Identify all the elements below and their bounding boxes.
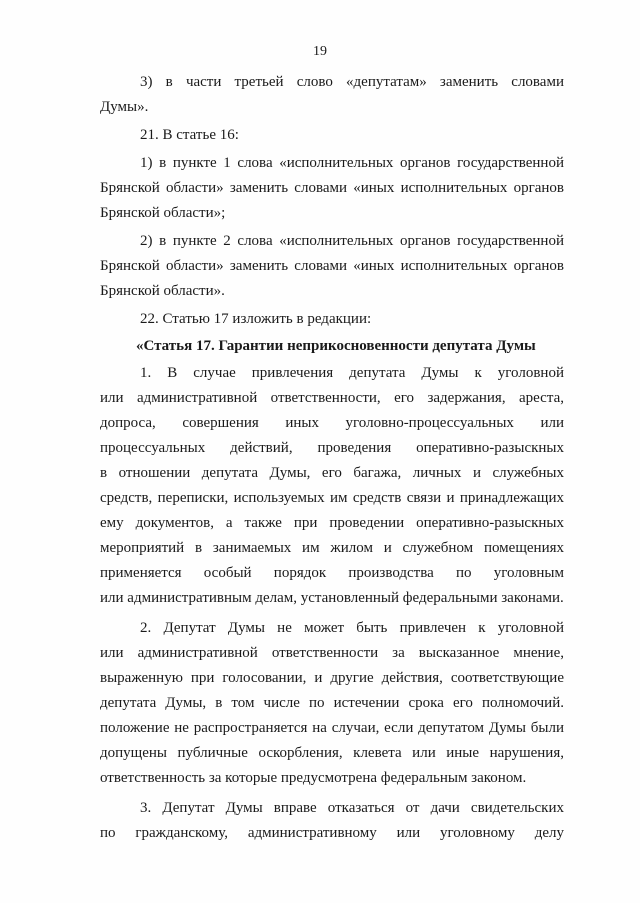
text-line: средств, переписки, используемых им средств связи и принадлежащих — [100, 490, 564, 506]
text-line: мероприятий в занимаемых им жилом и служебном помещениях — [100, 540, 564, 556]
text-line: депутата Думы, в том числе по истечении срока его полномочий. — [100, 695, 564, 711]
text-line: по гражданскому, административному или уголовному делу — [100, 825, 564, 841]
text-line: ответственность за которые предусмотрена федеральным законом. — [100, 770, 527, 786]
text-line: 1. В случае привлечения депутата Думы к уголовной — [140, 365, 564, 381]
text-line: или административной ответственности, его задержания, ареста, — [100, 390, 564, 406]
text-line: 1) в пункте 1 слова «исполнительных органов государственной — [140, 155, 564, 171]
article-heading: «Статья 17. Гарантии неприкосновенности депутата Думы — [136, 338, 536, 354]
text-line: 22. Статью 17 изложить в редакции: — [140, 311, 372, 327]
text-line: 2. Депутат Думы не может быть привлечен к уголовной — [140, 620, 564, 636]
page-number: 19 — [313, 44, 327, 59]
text-line: 21. В статье 16: — [140, 127, 239, 143]
text-line: допроса, совершения иных уголовно-процессуальных или — [100, 415, 564, 431]
text-line: положение не распространяется на случаи, если депутатом Думы были — [100, 720, 564, 736]
text-line: Брянской области». — [100, 283, 225, 299]
text-line: 3. Депутат Думы вправе отказаться от дачи свидетельских — [140, 800, 564, 816]
text-line: допущены публичные оскорбления, клевета или иные нарушения, — [100, 745, 564, 761]
text-line: выраженную при голосовании, и другие действия, соответствующие — [100, 670, 564, 686]
text-line: Брянской области» заменить словами «иных исполнительных органов — [100, 180, 564, 196]
text-line: Думы». — [100, 99, 149, 115]
text-line: ему документов, а также при проведении оперативно-разыскных — [100, 515, 564, 531]
text-line: 3) в части третьей слово «депутатам» заменить словами — [140, 74, 564, 90]
text-line: применяется особый порядок производства по уголовным — [100, 565, 564, 581]
text-line: 2) в пункте 2 слова «исполнительных органов государственной — [140, 233, 564, 249]
text-line: или административной ответственности за высказанное мнение, — [100, 645, 564, 661]
text-line: или административным делам, установленный федеральными законами. — [100, 590, 564, 606]
text-line: Брянской области»; — [100, 205, 226, 221]
text-line: Брянской области» заменить словами «иных исполнительных органов — [100, 258, 564, 274]
text-line: в отношении депутата Думы, его багажа, личных и служебных — [100, 465, 564, 481]
text-line: процессуальных действий, проведения оперативно-разыскных — [100, 440, 564, 456]
